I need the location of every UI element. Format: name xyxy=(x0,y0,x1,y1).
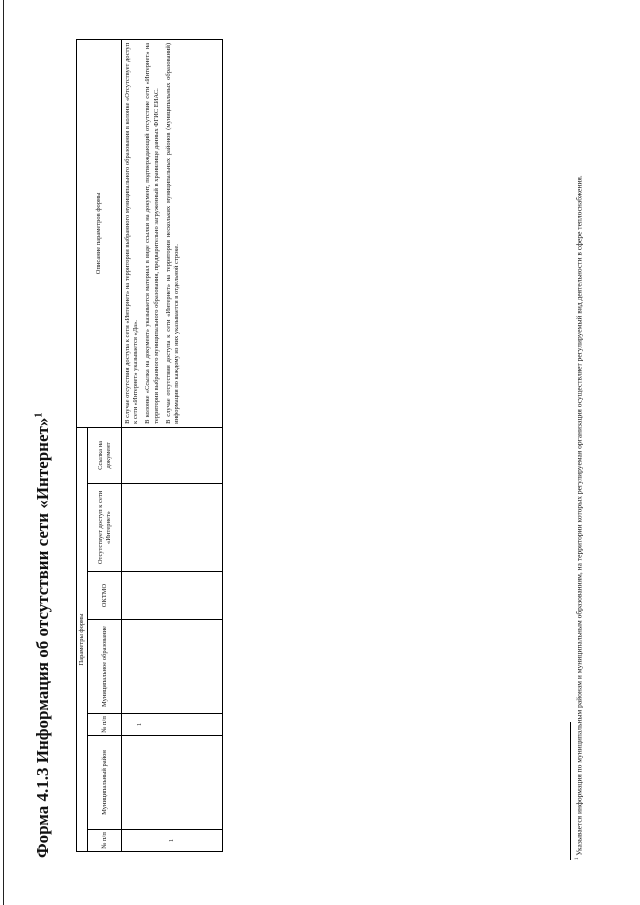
group-header: Параметры формы xyxy=(77,427,88,851)
rotated-page xyxy=(5,0,625,900)
col-oktmo-header: ОКТМО xyxy=(88,572,122,620)
col-municipality-header: Муниципальное образование xyxy=(88,620,122,714)
cell-no2: 1 xyxy=(122,714,223,736)
form-title-text: Форма 4.1.3 Информация об отсутствии сети «Интернет» xyxy=(33,417,52,858)
header-row-group xyxy=(77,39,88,851)
col-doc-link-header: Ссылка на документ xyxy=(88,427,122,483)
description-paragraph: В случае отсутствия доступа к сети «Интернет» на территории нескольких муниципальных районов (муниципальных образований) информация по каждому из них указывается в отдельной строке. xyxy=(164,42,180,424)
description-cell xyxy=(122,39,223,427)
form-table xyxy=(76,39,223,852)
footnote-mark: 1 xyxy=(575,857,580,860)
cell-doc-link xyxy=(122,427,223,483)
col-no-header: № п/п xyxy=(88,830,122,852)
col-no2-header: № п/п xyxy=(88,714,122,736)
cell-no: 1 xyxy=(122,830,223,852)
cell-municipality xyxy=(122,620,223,714)
footnote-divider xyxy=(570,722,571,860)
cell-oktmo xyxy=(122,572,223,620)
footnote xyxy=(574,30,585,860)
col-no-internet-header: Отсутствует доступ к сети «Интернет» xyxy=(88,484,122,572)
footnote-text: Указывается информация по муниципальным районам и муниципальным образованиям, на территории которых регулируемая организация осуществляет регулируемый вид деятельности в сфере теплоснабжения. xyxy=(574,175,584,856)
cell-no-internet xyxy=(122,484,223,572)
desc-header: Описание параметров формы xyxy=(77,39,122,427)
description-paragraph: В случае отсутствия доступа к сети «Интернет» на территории выбранного муниципального образования в колонке «Отсутствует доступ к сети «Интернет» указывается «Да». xyxy=(124,42,140,424)
table-row xyxy=(122,39,223,851)
title-footnote-mark: 1 xyxy=(33,412,45,418)
description-paragraph: В колонке «Ссылка на документ» указывается материал в виде ссылки на документ, подтверждающий отсутствие сети «Интернет» на территории выбранного муниципального образования, предварительно загруженный в хранилище данных ФГИС ЕИАС. xyxy=(144,42,160,424)
cell-district xyxy=(122,736,223,830)
col-district-header: Муниципальный район xyxy=(88,736,122,830)
form-title xyxy=(33,413,53,858)
page-margin-line xyxy=(3,0,4,905)
